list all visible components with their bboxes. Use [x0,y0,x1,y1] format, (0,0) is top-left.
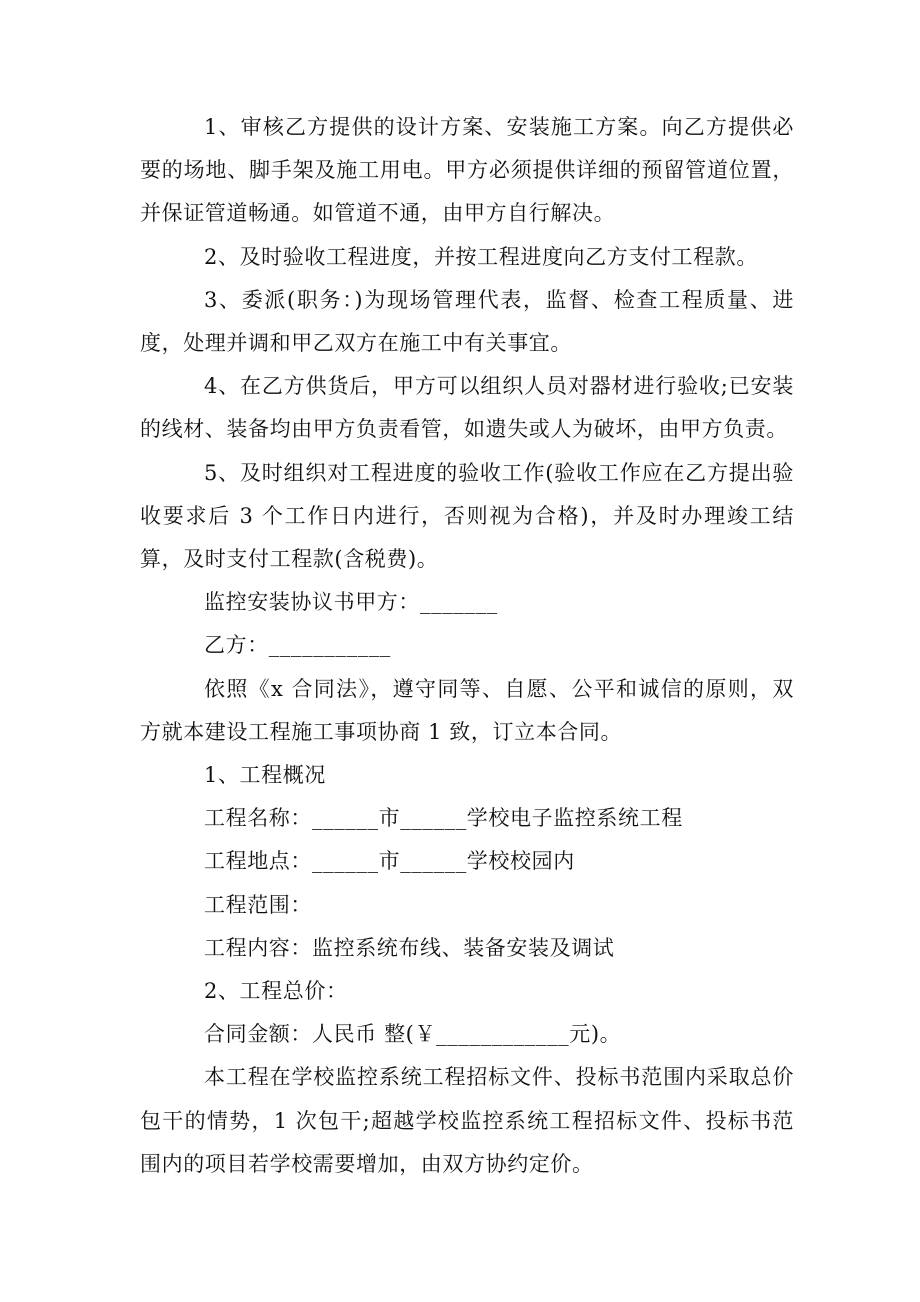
party-b-line: 乙方：___________ [204,633,391,658]
lump-sum-clause: 本工程在学校监控系统工程招标文件、投标书范围内采取总价包干的情势，1 次包干;超越学校监控系统工程招标文件、投标书范围内的项目若学校需要增加，由双方协约定价。 [140,1065,794,1176]
party-a-line: 监控安装协议书甲方：_______ [204,590,498,615]
project-location-line: 工程地点：______市______学校校园内 [204,849,575,874]
project-scope-line: 工程范围： [204,892,312,917]
contract-amount-line: 合同金额：人民币 整(￥____________元)。 [204,1022,622,1047]
document-body [140,106,794,1186]
paragraph-clause-3: 3、委派(职务：)为现场管理代表，监督、检查工程质量、进度，处理并调和甲乙双方在施工中有关事宜。 [140,287,794,356]
paragraph-clause-2: 2、及时验收工程进度，并按工程进度向乙方支付工程款。 [204,244,758,269]
paragraph-clause-1: 1、审核乙方提供的设计方案、安装施工方案。向乙方提供必要的场地、脚手架及施工用电。甲方必须提供详细的预留管道位置，并保证管道畅通。如管道不通，由甲方自行解决。 [140,115,794,226]
paragraph-clause-4: 4、在乙方供货后，甲方可以组织人员对器材进行验收;已安装的线材、装备均由甲方负责看管，如遗失或人为破坏，由甲方负责。 [140,374,794,442]
project-name-line: 工程名称：______市______学校电子监控系统工程 [204,806,683,831]
paragraph-clause-5: 5、及时组织对工程进度的验收工作(验收工作应在乙方提出验收要求后 3 个工作日内进行，否则视为合格)，并及时办理竣工结算，及时支付工程款(含税费)。 [140,460,794,572]
section-heading-overview: 1、工程概况 [204,763,326,788]
contract-preamble: 依照《x 合同法》，遵守同等、自愿、公平和诚信的原则，双方就本建设工程施工事项协商 1 致，订立本合同。 [140,676,794,744]
project-content-line: 工程内容：监控系统布线、装备安装及调试 [204,935,615,960]
section-heading-total-price: 2、工程总价： [204,979,348,1004]
